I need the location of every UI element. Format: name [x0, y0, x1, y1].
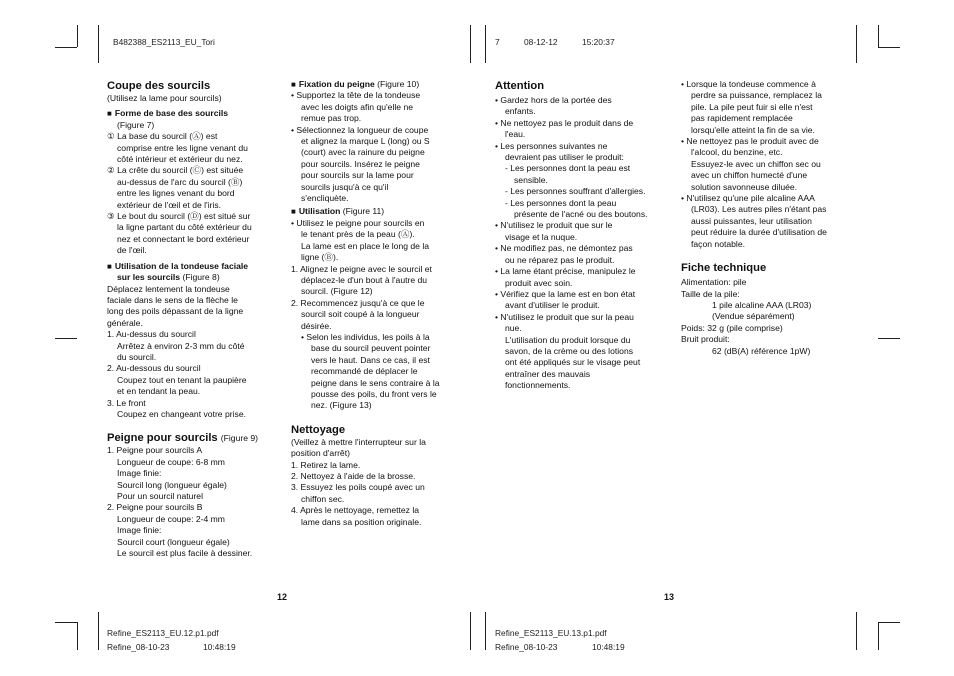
util-bullet-line: le tenant près de la peau (Ⓐ). [301, 229, 415, 240]
care-line: pas rapidement remplacée [691, 113, 793, 124]
util-sub-line: vers le haut. Dans ce cas, il est [311, 354, 430, 365]
attention-line: • Gardez hors de la portée des [495, 95, 612, 105]
attention-line: produit avec soin. [505, 277, 573, 288]
util-text [107, 284, 277, 330]
util-step-line: désirée. [301, 320, 332, 331]
peigne-line: Sourcil long (longueur égale) [117, 479, 227, 490]
step-line: et en tendant la peau. [117, 386, 201, 397]
attention-line: ont été appliqués sur le visage peut [505, 357, 641, 368]
attention-line: avant d'utiliser le produit. [505, 300, 600, 311]
steps-list [107, 329, 277, 420]
peigne-line: Longueur de coupe: 2-4 mm [117, 513, 225, 524]
section-title-fiche: Fiche technique [681, 262, 767, 275]
fix-line: avec les doigts afin qu'elle ne [301, 101, 413, 112]
util-bullet-line: ligne (Ⓑ). [301, 252, 339, 263]
attention-line: nue. [505, 323, 522, 334]
peigne-line: Longueur de coupe: 6-8 mm [117, 456, 225, 467]
care-line: avec un chiffon humecté d'une [691, 170, 808, 181]
util-text-line: long des poils dépassant de la ligne [107, 306, 244, 317]
util-step-line: déplacez-le d'un bout à l'autre du [301, 274, 428, 285]
care-line: lorsqu'elle atteint la fin de sa vie. [691, 124, 815, 135]
forme-line: entre les lignes venant du bord [117, 188, 235, 199]
attention-line: fonctionnements. [505, 380, 571, 391]
fix-line: et alignez la marque L (long) ou S [301, 136, 430, 147]
step-line: 1. Au-dessus du sourcil [107, 329, 196, 340]
job-id: B482388_ES2113_EU_Tori [113, 37, 215, 47]
nett-intro-line: position d'arrêt) [291, 448, 350, 459]
forme-line: comprise entre les ligne venant du [117, 142, 248, 153]
care-line: • Lorsque la tondeuse commence à [681, 79, 816, 89]
attention-line: • N'utilisez le produit que sur le [495, 220, 613, 231]
fix-line: pour sourcils. Insérez le peigne [301, 158, 420, 169]
care-line: façon notable. [691, 238, 745, 249]
peigne-line: Image finie: [117, 468, 162, 479]
attention-line: • Les personnes suivantes ne [495, 140, 608, 151]
section-title-coupe: Coupe des sourcils [107, 80, 211, 92]
spec-pile2: (Vendue séparément) [712, 311, 795, 322]
attention-list-2 [495, 220, 667, 391]
forme-line: ② La crête du sourcil (Ⓒ) est située [107, 165, 244, 176]
step-line: 3. Le front [107, 397, 146, 408]
footer-left-date: Refine_08-10-23 [107, 642, 170, 652]
subhead-forme: ■ Forme de base des sourcils [107, 108, 277, 119]
step-line: du sourcil. [117, 351, 157, 362]
header-date: 08-12-12 [524, 37, 558, 47]
attention-line: • N'utilisez le produit que sur la peau [495, 311, 634, 322]
attention-line: L'utilisation du produit lorsque du [505, 334, 631, 345]
nettoyage-steps [291, 460, 463, 528]
column-fixation [291, 79, 463, 528]
fix-line: pour sourcils sur la lame pour [301, 170, 414, 181]
subhead-fixation: ■ Fixation du peigne (Figure 10) [291, 79, 463, 90]
peigne-line: Pour un sourcil naturel [117, 491, 203, 501]
subhead-util-2: sur les sourcils (Figure 8) [117, 272, 220, 283]
care-line: l'alcool, du benzine, etc. [691, 147, 783, 158]
forme-list [107, 131, 277, 256]
step-line: 2. Au-dessous du sourcil [107, 363, 201, 374]
nett-step-line: 2. Nettoyez à l'aide de la brosse. [291, 471, 416, 481]
subhead-utilisation: ■ Utilisation (Figure 11) [291, 206, 463, 217]
subtitle-coupe: (Utilisez la lame pour sourcils) [107, 93, 222, 103]
step-line: Coupez en changeant votre prise. [117, 408, 246, 419]
attention-dash-line: - Les personnes dont la peau [505, 197, 617, 208]
util-bullet-line: • Utilisez le peigne pour sourcils en [291, 217, 425, 228]
spec-taille: Taille de la pile: [681, 288, 740, 299]
util-steps [291, 264, 463, 332]
fix-line: • Sélectionnez la longueur de coupe [291, 124, 429, 135]
section-title-nettoyage: Nettoyage [291, 423, 346, 436]
attention-line: • Ne modifiez pas, ne démontez pas [495, 243, 633, 254]
attention-line: entraîner des mauvais [505, 368, 591, 379]
util-sub-line: recommandé de déplacer le [311, 366, 418, 377]
util-sub-line: pousse des poils, du front vers le [311, 388, 437, 399]
header-time: 15:20:37 [582, 37, 615, 47]
care-line: peut réduire la durée d'utilisation de [691, 227, 827, 238]
care-line: • Ne nettoyez pas le produit avec de [681, 136, 819, 147]
forme-figure: (Figure 7) [117, 119, 155, 130]
nett-step-line: lame dans sa position originale. [301, 516, 422, 527]
care-line: • N'utilisez qu'une pile alcaline AAA [681, 193, 815, 204]
nett-step-line: chiffon sec. [301, 493, 345, 504]
forme-line: au-dessus de l'arc du sourcil (Ⓑ) [117, 176, 243, 187]
util-step-line: sourcil soit coupé à la longueur [301, 309, 420, 320]
attention-line: • Vérifiez que la lame est en bon état [495, 288, 636, 299]
fix-line: (court) avec la rainure du peigne [301, 147, 425, 158]
fix-line: • Supportez la tête de la tondeuse [291, 90, 421, 101]
util-bullet [291, 218, 463, 264]
fix-line: remue pas trop. [301, 113, 362, 124]
nett-step-line: 4. Après le nettoyage, remettez la [291, 505, 420, 516]
spec-bruit: Bruit produit: [681, 334, 730, 345]
care-line: Essuyez-le avec un chiffon sec ou [691, 158, 821, 169]
peigne-line: Le sourcil est plus facile à dessiner. [117, 548, 253, 559]
subhead-util-1: ■ Utilisation de la tondeuse faciale [107, 261, 277, 272]
attention-dashes [495, 163, 667, 220]
attention-line: devraient pas utiliser le produit: [505, 152, 624, 163]
util-sub-note [291, 332, 463, 412]
attention-dash-line: présente de l'acné ou des boutons. [514, 209, 648, 220]
util-sub-line: peigne dans le sens contraire à la [311, 377, 440, 388]
column-fiche [681, 79, 853, 357]
care-line: pile. La pile peut fuir si elle n'est [691, 101, 813, 112]
care-line: perdre sa puissance, remplacez la [691, 90, 822, 101]
column-attention [495, 79, 667, 392]
attention-line: • Ne nettoyez pas le produit dans de [495, 117, 634, 128]
care-line: aussi puissantes, leur utilisation [691, 215, 812, 226]
forme-line: ③ Le bout du sourcil (Ⓓ) est situé sur [107, 211, 251, 222]
spec-poids: Poids: 32 g (pile comprise) [681, 322, 783, 333]
forme-line: de l'œil. [117, 245, 147, 256]
attention-dash-line: - Les personnes souffrant d'allergies. [505, 186, 646, 197]
util-sub-line: nez. (Figure 13) [311, 400, 372, 411]
attention-list [495, 95, 667, 163]
spec-bruit-val: 62 (dB(A) référence 1pW) [712, 345, 811, 356]
footer-right-date: Refine_08-10-23 [495, 642, 558, 652]
peigne-line: 1. Peigne pour sourcils A [107, 445, 203, 456]
util-text-line: faciale dans le sens de la flèche le [107, 294, 238, 305]
peigne-list [107, 445, 277, 559]
step-line: Arrêtez à environ 2-3 mm du côté [117, 340, 245, 351]
fix-list [291, 90, 463, 204]
fix-line: sourcils jusqu'à ce qu'il [301, 181, 389, 192]
page-number-right: 13 [664, 592, 675, 602]
spec-alimentation: Alimentation: pile [681, 277, 747, 288]
util-sub-line: • Selon les individus, les poils à la [301, 331, 430, 342]
forme-line: nez et connectant le bord extérieur [117, 233, 250, 244]
step-line: Coupez tout en tenant la paupière [117, 374, 247, 385]
nett-intro-line: (Veillez à mettre l'interrupteur sur la [291, 436, 426, 447]
util-step-line: 2. Recommencez jusqu'à ce que le [291, 297, 425, 308]
forme-line: ① La base du sourcil (Ⓐ) est [107, 131, 218, 142]
peigne-line: Sourcil court (longueur égale) [117, 536, 230, 547]
care-list [681, 79, 853, 250]
fix-line: s'encliquète. [301, 193, 349, 204]
peigne-line: Image finie: [117, 525, 162, 536]
attention-line: l'eau. [505, 129, 526, 140]
care-line: (LR03). Les autres piles n'étant pas [691, 204, 827, 215]
util-text-line: générale. [107, 317, 143, 328]
attention-line: • La lame étant précise, manipulez le [495, 266, 636, 277]
util-step-line: 1. Alignez le peigne avec le sourcil et [291, 263, 432, 274]
attention-dash-line: - Les personnes dont la peau est [505, 163, 631, 174]
nettoyage-intro [291, 437, 463, 460]
footer-left-file: Refine_ES2113_EU.12.p1.pdf [107, 628, 219, 638]
util-text-line: Déplacez lentement la tondeuse [107, 283, 230, 294]
attention-line: savon, de la crème ou des lotions [505, 345, 634, 356]
attention-line: ou ne réparez pas le produit. [505, 254, 615, 265]
attention-dash-line: sensible. [514, 174, 548, 185]
attention-line: visage et la nuque. [505, 231, 578, 242]
forme-line: la ligne partant du côté extérieur du [117, 222, 252, 233]
attention-line: enfants. [505, 106, 536, 117]
page-number-left: 12 [277, 592, 288, 602]
util-sub-line: base du sourcil peuvent pointer [311, 343, 431, 354]
nett-step-line: 3. Essuyez les poils coupé avec un [291, 482, 425, 493]
footer-right-file: Refine_ES2113_EU.13.p1.pdf [495, 628, 607, 638]
footer-left-time: 10:48:19 [203, 642, 236, 652]
forme-line: côté intérieur et extérieur du nez. [117, 154, 243, 165]
section-title-attention: Attention [495, 80, 545, 92]
footer-right-time: 10:48:19 [592, 642, 625, 652]
util-step-line: sourcil. (Figure 12) [301, 286, 373, 297]
peigne-line: 2. Peigne pour sourcils B [107, 502, 203, 513]
section-title-peigne: Peigne pour sourcils (Figure 9) [107, 432, 259, 445]
care-line: solution savonneuse diluée. [691, 181, 798, 192]
header-page-num: 7 [495, 37, 500, 47]
nett-step-line: 1. Retirez la lame. [291, 459, 361, 470]
column-coupe-sourcils [107, 79, 277, 559]
util-bullet-line: La lame est en place le long de la [301, 240, 430, 251]
forme-line: extérieur de l'œil et de l'iris. [117, 199, 222, 210]
spec-pile1: 1 pile alcaline AAA (LR03) [712, 299, 812, 310]
